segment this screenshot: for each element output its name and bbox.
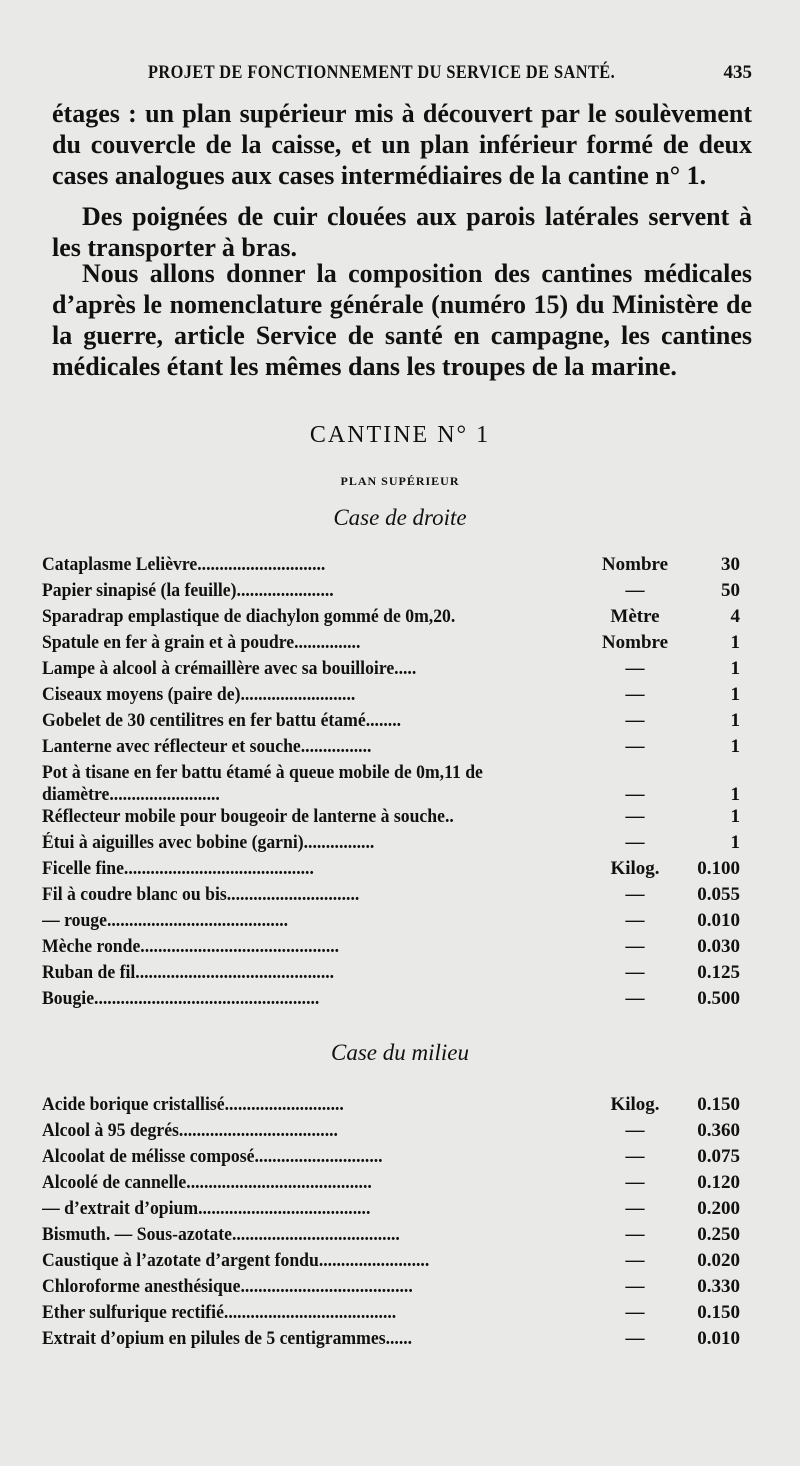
text-line: Des poignées de cuir clouées aux parois latérales servent à (82, 202, 752, 231)
list-item (42, 1198, 758, 1224)
intro-paragraph-1 (52, 98, 752, 191)
plan-title: PLAN SUPÉRIEUR (340, 474, 460, 488)
list-item (42, 1172, 758, 1198)
item-unit: — (625, 936, 645, 957)
item-quantity: 1 (730, 736, 740, 757)
item-unit: — (625, 684, 645, 705)
text-line: médicales étant les mêmes dans les troupes de la marine. (52, 352, 677, 381)
item-label: Gobelet de 30 centilitres en fer battu étamé........ (42, 710, 402, 731)
item-unit: — (625, 1250, 645, 1271)
item-unit: — (625, 736, 645, 757)
list-item (42, 606, 758, 632)
list-item (42, 832, 758, 858)
item-unit: — (625, 832, 645, 853)
item-label: Fil à coudre blanc ou bis.............................. (42, 884, 360, 905)
text-line: du couvercle de la caisse, et un plan inférieur formé de deux (52, 130, 752, 159)
list-item (42, 632, 758, 658)
list-item (42, 1276, 758, 1302)
running-header (0, 62, 800, 90)
item-quantity: 0.125 (697, 962, 740, 983)
item-label: Chloroforme anesthésique....................................... (42, 1276, 413, 1297)
item-label: Ficelle fine........................................... (42, 858, 314, 879)
item-unit: — (625, 910, 645, 931)
item-label: Acide borique cristallisé........................... (42, 1094, 344, 1115)
item-unit: Nombre (601, 554, 669, 575)
item-unit: — (625, 1302, 645, 1323)
page-number: 435 (723, 62, 752, 83)
list-item (42, 884, 758, 910)
item-quantity: 0.500 (697, 988, 740, 1009)
item-unit: — (625, 884, 645, 905)
list-item (42, 1328, 758, 1354)
list-item (42, 858, 758, 884)
item-unit: — (625, 962, 645, 983)
list-item (42, 806, 758, 832)
item-label: Alcoolé de cannelle.......................................... (42, 1172, 372, 1193)
item-quantity: 1 (730, 632, 740, 653)
item-unit: — (625, 806, 645, 827)
item-quantity: 1 (730, 710, 740, 731)
item-label: Ether sulfurique rectifié....................................... (42, 1302, 397, 1323)
list-item (42, 1302, 758, 1328)
item-unit: — (625, 658, 645, 679)
item-label: Étui à aiguilles avec bobine (garni)................ (42, 832, 375, 853)
text-line: d’après le nomenclature générale (numéro 15) du Ministère de (52, 290, 752, 319)
case-droite-title: Case de droite (333, 505, 467, 530)
item-quantity: 0.020 (697, 1250, 740, 1271)
item-label: Ruban de fil............................................. (42, 962, 335, 983)
item-quantity: 30 (721, 554, 740, 575)
item-quantity: 0.010 (697, 1328, 740, 1349)
item-quantity: 0.150 (697, 1094, 740, 1115)
item-label: — rouge......................................... (42, 910, 289, 931)
text-line: étages : un plan supérieur mis à découvert par le soulèvement (52, 99, 752, 128)
list-item (42, 762, 758, 806)
item-label: — d’extrait d’opium....................................... (42, 1198, 371, 1219)
item-label: Pot à tisane en fer battu étamé à queue mobile de 0m,11 de diamètre......................... (42, 762, 483, 805)
running-title: PROJET DE FONCTIONNEMENT DU SERVICE DE SANTÉ. (148, 62, 616, 83)
item-unit: Mètre (610, 606, 660, 627)
item-quantity: 1 (730, 832, 740, 853)
item-unit: — (625, 1276, 645, 1297)
list-item (42, 936, 758, 962)
list-item (42, 988, 758, 1014)
list-item (42, 962, 758, 988)
item-label: Mèche ronde............................................. (42, 936, 340, 957)
item-unit: — (625, 1120, 645, 1141)
item-unit: — (625, 580, 645, 601)
item-quantity: 0.120 (697, 1172, 740, 1193)
item-unit: — (625, 710, 645, 731)
list-item (42, 1094, 758, 1120)
list-item (42, 910, 758, 936)
item-unit: — (625, 1146, 645, 1167)
list-item (42, 1146, 758, 1172)
item-quantity: 0.010 (697, 910, 740, 931)
item-quantity: 0.075 (697, 1146, 740, 1167)
item-label: Cataplasme Lelièvre............................. (42, 554, 326, 575)
item-quantity: 1 (730, 658, 740, 679)
item-unit: Nombre (601, 632, 669, 653)
item-label: Bougie................................................... (42, 988, 320, 1009)
item-unit: — (625, 784, 645, 805)
item-label: Réflecteur mobile pour bougeoir de lanterne à souche.. (42, 806, 454, 827)
item-label: Lanterne avec réflecteur et souche................ (42, 736, 372, 757)
item-quantity: 0.100 (697, 858, 740, 879)
text-line: cases analogues aux cases intermédiaires de la cantine n° 1. (52, 161, 707, 190)
item-unit: Kilog. (610, 858, 660, 879)
item-label: Spatule en fer à grain et à poudre............... (42, 632, 361, 653)
item-quantity: 0.330 (697, 1276, 740, 1297)
list-item (42, 684, 758, 710)
list-item (42, 1250, 758, 1276)
item-label: Alcool à 95 degrés.................................... (42, 1120, 338, 1141)
item-unit: — (625, 1224, 645, 1245)
item-label: Bismuth. — Sous-azotate...................................... (42, 1224, 400, 1245)
text-line: Nous allons donner la composition des cantines médicales (82, 259, 752, 288)
case-milieu-title: Case du milieu (331, 1040, 469, 1065)
list-item (42, 658, 758, 684)
list-item (42, 736, 758, 762)
item-quantity: 4 (730, 606, 740, 627)
intro-paragraph-3 (52, 258, 752, 382)
intro-paragraph-2 (52, 201, 752, 263)
item-label: Alcoolat de mélisse composé............................. (42, 1146, 383, 1167)
list-item (42, 554, 758, 580)
item-label: Lampe à alcool à crémaillère avec sa bouilloire..... (42, 658, 417, 679)
item-quantity: 1 (730, 784, 740, 805)
item-label: Sparadrap emplastique de diachylon gommé de 0m,20. (42, 606, 456, 627)
item-quantity: 0.030 (697, 936, 740, 957)
item-quantity: 1 (730, 806, 740, 827)
text-line: les transporter à bras. (52, 233, 298, 262)
list-item (42, 1224, 758, 1250)
item-label: Ciseaux moyens (paire de).......................... (42, 684, 356, 705)
item-quantity: 0.150 (697, 1302, 740, 1323)
item-unit: — (625, 1328, 645, 1349)
item-quantity: 50 (721, 580, 740, 601)
item-quantity: 1 (730, 684, 740, 705)
case-milieu-list (42, 1094, 758, 1354)
item-unit: — (625, 988, 645, 1009)
list-item (42, 1120, 758, 1146)
case-droite-list (42, 554, 758, 1014)
item-quantity: 0.200 (697, 1198, 740, 1219)
item-label: Extrait d’opium en pilules de 5 centigrammes...... (42, 1328, 413, 1349)
item-unit: — (625, 1172, 645, 1193)
text-line: la guerre, article Service de santé en campagne, les cantines (52, 321, 752, 350)
item-unit: Kilog. (610, 1094, 660, 1115)
item-unit: — (625, 1198, 645, 1219)
list-item (42, 580, 758, 606)
item-quantity: 0.250 (697, 1224, 740, 1245)
item-quantity: 0.055 (697, 884, 740, 905)
cantine-title: CANTINE N° 1 (309, 422, 491, 448)
list-item (42, 710, 758, 736)
item-label: Caustique à l’azotate d’argent fondu......................... (42, 1250, 430, 1271)
item-quantity: 0.360 (697, 1120, 740, 1141)
item-label: Papier sinapisé (la feuille)...................... (42, 580, 334, 601)
